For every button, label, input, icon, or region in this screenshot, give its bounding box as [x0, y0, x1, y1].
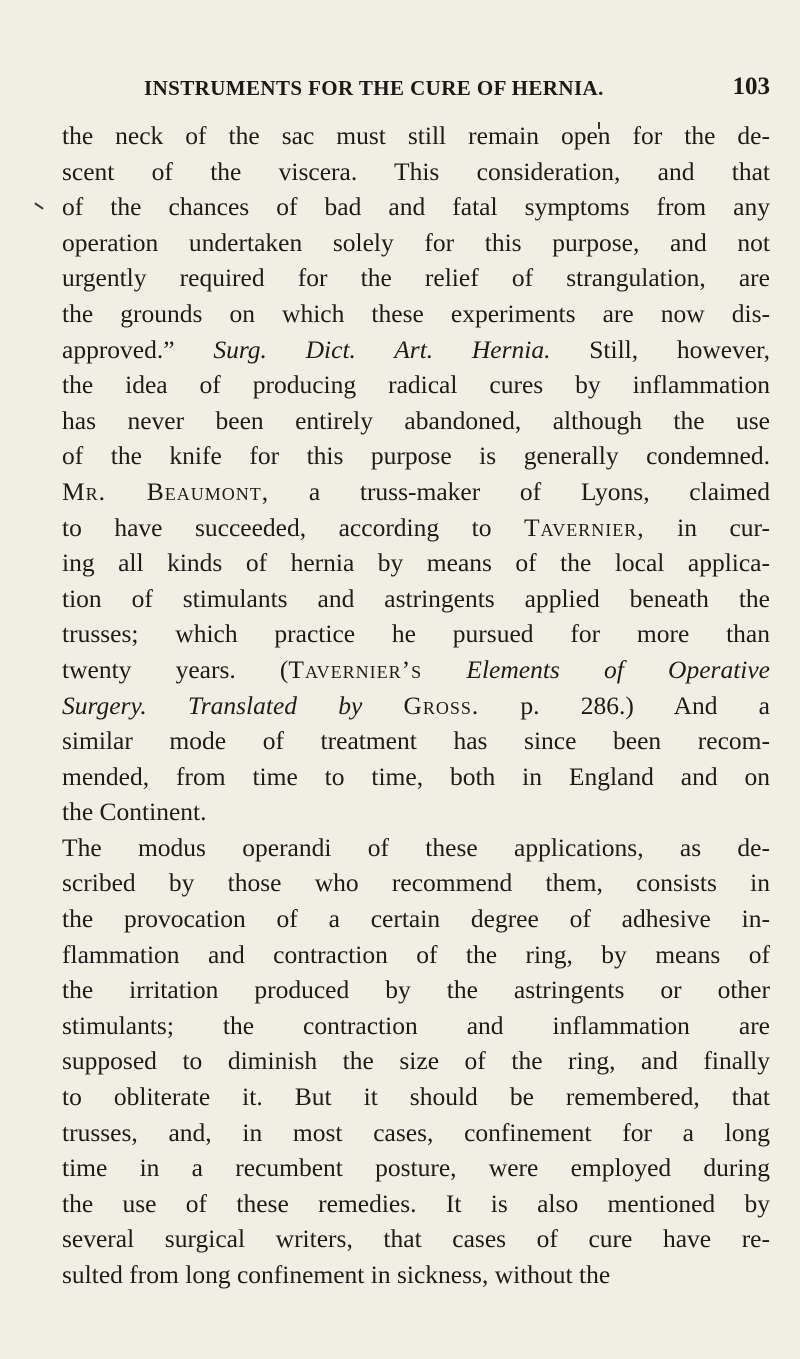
text-line: to obliterate it. But it should be remembered, that [62, 1082, 770, 1112]
text-line: the Continent. [62, 797, 207, 827]
text-line: the neck of the sac must still remain open for the de- [62, 121, 770, 150]
person-name: Gross. [403, 690, 480, 720]
text-line: time in a recumbent posture, were employed during [62, 1153, 770, 1183]
text-line: twenty years. (Tavernier’s Elements of Operative [62, 654, 770, 684]
text-line: scribed by those who recommend them, consists in [62, 868, 770, 898]
text-line: several surgical writers, that cases of cure have re- [62, 1224, 770, 1254]
text-line: trusses; which practice he pursued for more than [62, 619, 770, 649]
text-line: the grounds on which these experiments are now dis- [62, 298, 770, 328]
text-line: scent of the viscera. This consideration, and that [62, 156, 770, 186]
page-header [62, 73, 770, 110]
text-line: Mr. Beaumont, a truss-maker of Lyons, claimed [62, 476, 770, 506]
person-name: Tavernier, [523, 512, 645, 542]
citation: Surg. Dict. Art. Hernia. [213, 334, 551, 364]
text-line: ing all kinds of hernia by means of the local applica- [62, 548, 770, 578]
text-line: mended, from time to time, both in England and on [62, 761, 770, 791]
text-line: the use of these remedies. It is also mentioned by [62, 1188, 770, 1218]
person-name: Mr. Beaumont, [62, 476, 270, 506]
body-text [62, 118, 770, 1293]
citation: Surgery. Translated by [62, 690, 363, 720]
citation: Elements of Operative [466, 654, 770, 684]
text-line: tion of stimulants and astringents applied beneath the [62, 583, 770, 613]
text-line: to have succeeded, according to Tavernier, in cur- [62, 512, 770, 542]
text-line: the provocation of a certain degree of adhesive in- [62, 904, 770, 934]
text-line: the idea of producing radical cures by inflammation [62, 370, 770, 400]
running-title: INSTRUMENTS FOR THE CURE OF HERNIA. [144, 76, 604, 100]
text-line: The modus operandi of these applications, as de- [62, 832, 770, 862]
text-line: flammation and contraction of the ring, by means of [62, 939, 770, 969]
page-number: 103 [732, 73, 770, 100]
text-line: approved.” Surg. Dict. Art. Hernia. Still, however, [62, 334, 771, 364]
person-name: Tavernier’s [288, 654, 423, 684]
text-line: of the knife for this purpose is generally condemned. [62, 441, 770, 471]
text-line: Surgery. Translated by Gross. p. 286.) And a [62, 690, 770, 720]
text-line: operation undertaken solely for this purpose, and not [62, 227, 770, 257]
margin-mark [34, 202, 43, 209]
text-line: has never been entirely abandoned, although the use [62, 405, 770, 435]
text-line: supposed to diminish the size of the ring, and finally [62, 1046, 770, 1076]
text-line: of the chances of bad and fatal symptoms from any [62, 192, 770, 222]
text-line: urgently required for the relief of strangulation, are [62, 263, 770, 293]
text-line: sulted from long confinement in sickness, without the [62, 1260, 611, 1289]
text-line: similar mode of treatment has since been recom- [62, 726, 770, 756]
text-line: the irritation produced by the astringents or other [62, 975, 770, 1005]
text-line: trusses, and, in most cases, confinement for a long [62, 1117, 770, 1147]
text-line: stimulants; the contraction and inflammation are [62, 1010, 770, 1040]
